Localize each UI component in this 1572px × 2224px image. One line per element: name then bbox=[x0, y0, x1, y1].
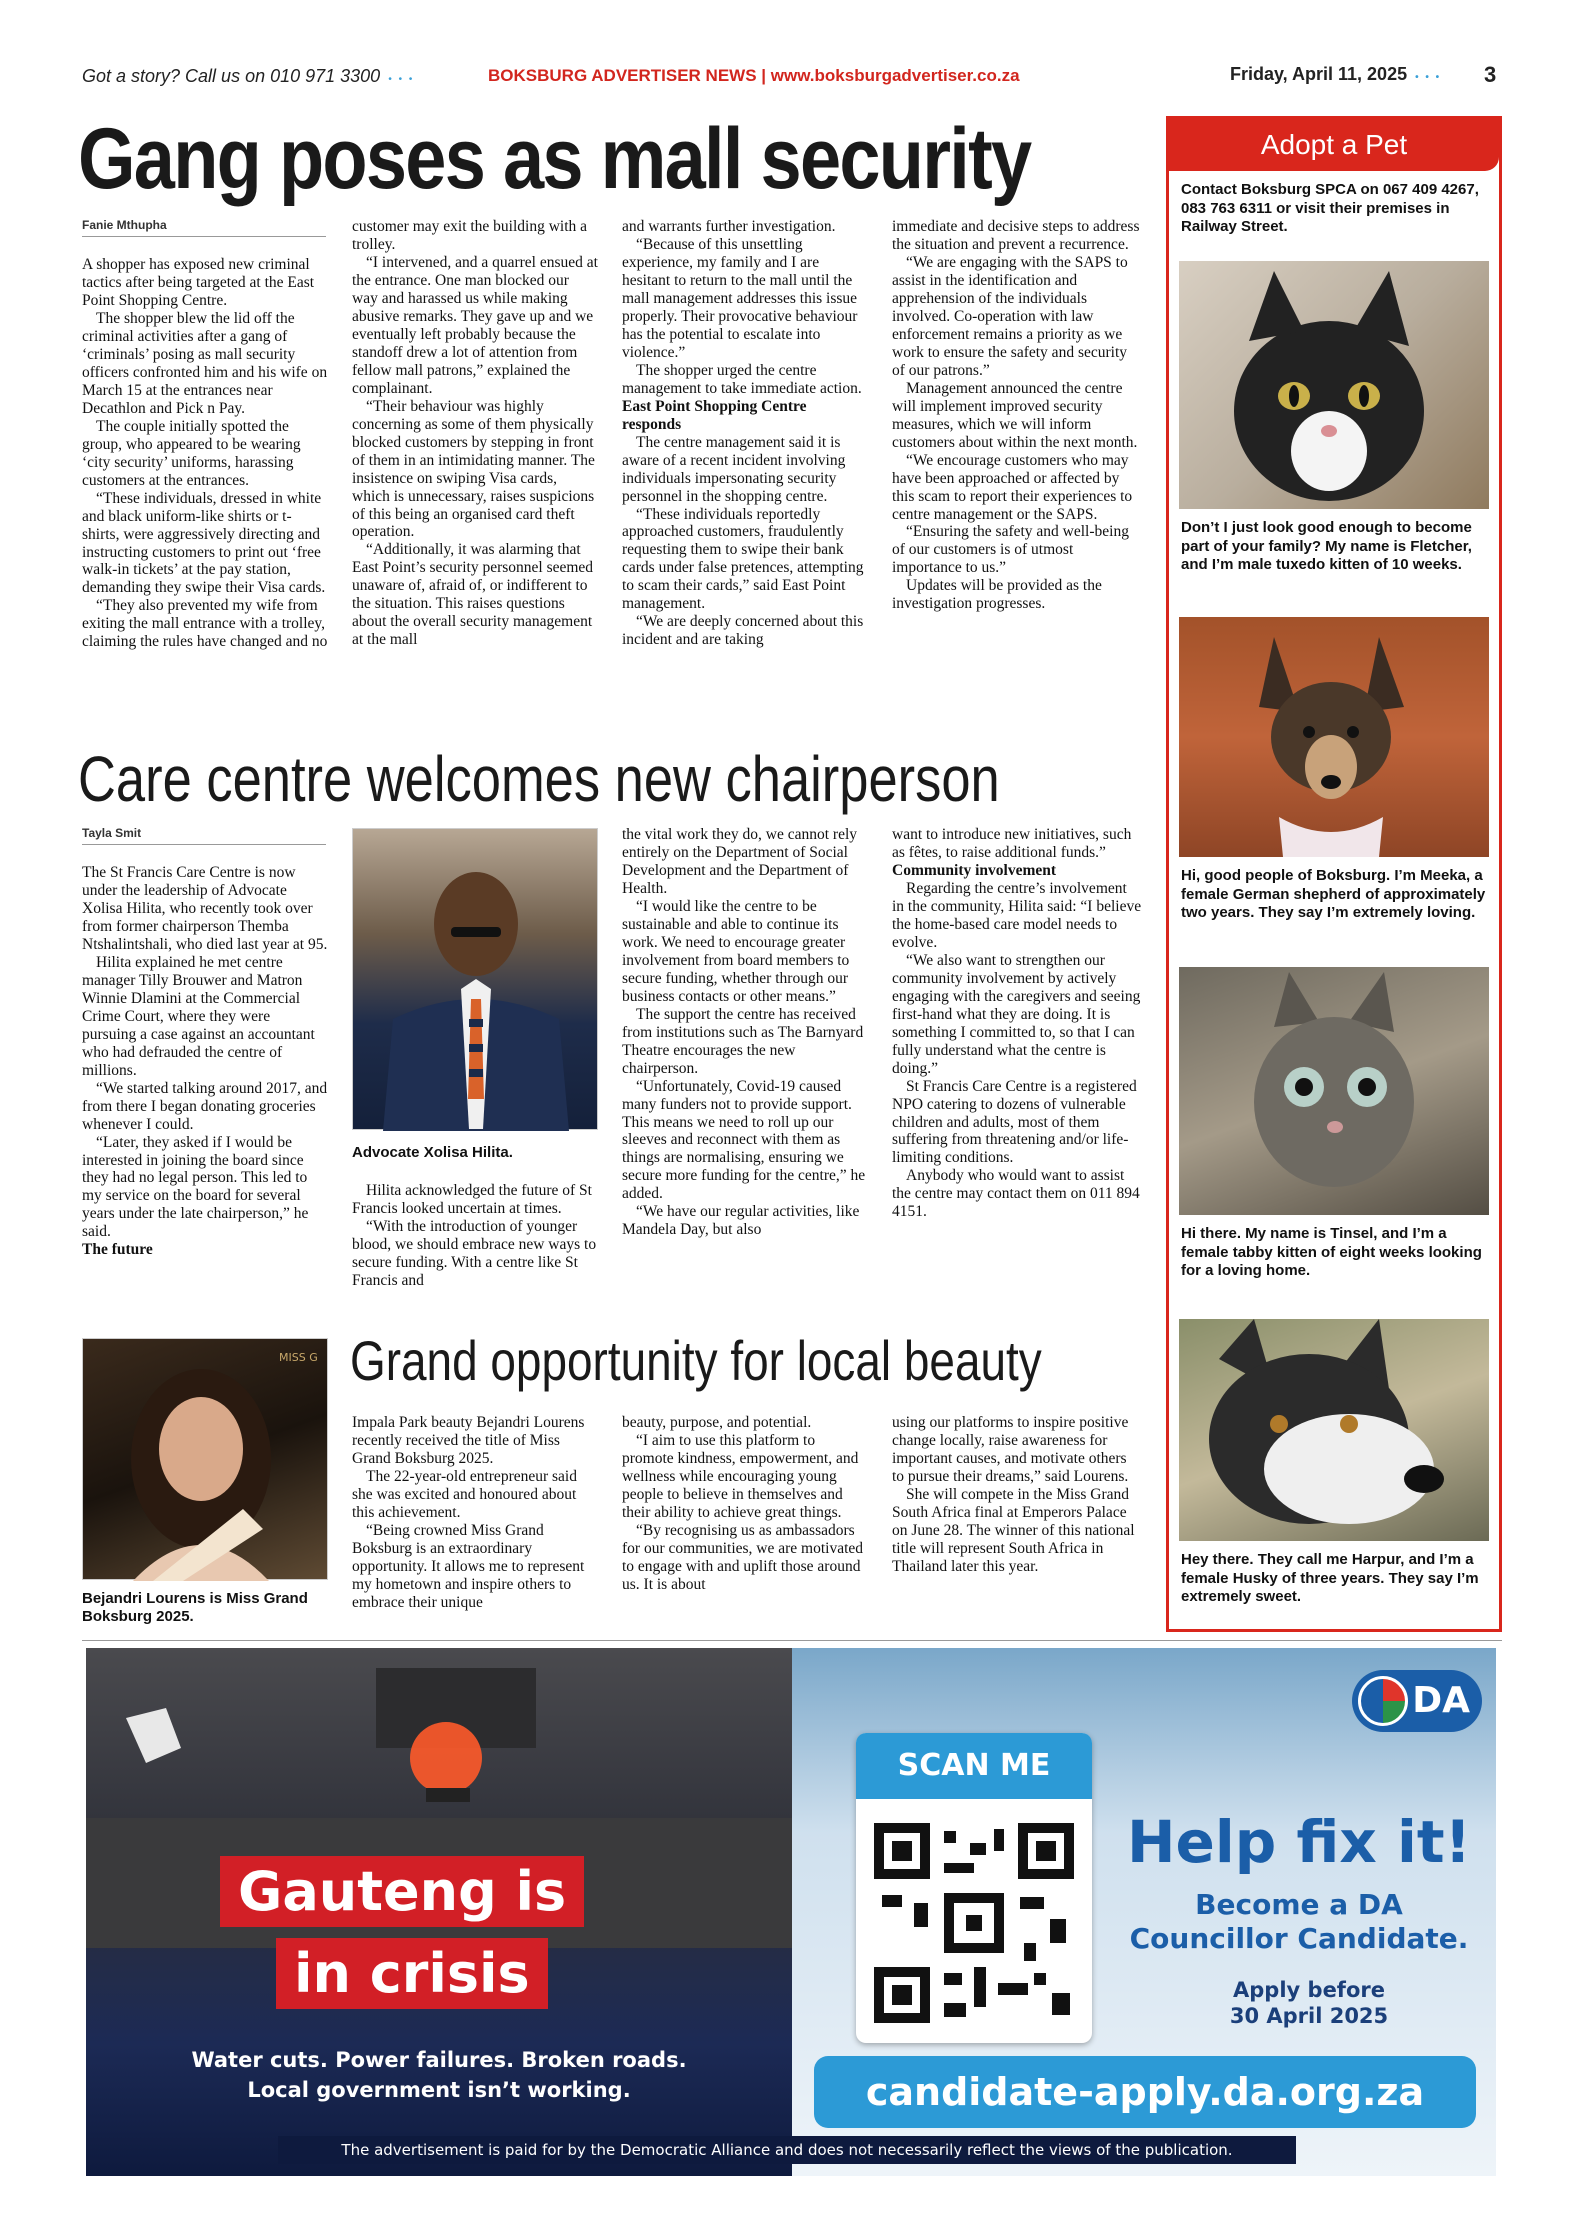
paragraph: “Unfortunately, Covid-19 caused many funders not to provide support. This means we need to roll up our sleeves and reconnect with them as things are normalising, ensuring we secure more funding for the centre,” he added. bbox=[622, 1077, 866, 1203]
article2-col2 bbox=[352, 1182, 598, 1290]
paragraph: “By recognising us as ambassadors for our communities, we are motivated to engage with and uplift those around us. It is about bbox=[622, 1521, 864, 1593]
ad-right-panel bbox=[792, 1648, 1496, 2176]
paragraph: immediate and decisive steps to address the situation and prevent a recurrence. bbox=[892, 218, 1140, 253]
fletcher-photo bbox=[1179, 261, 1489, 509]
harpur-caption: Hey there. They call me Harpur, and I’m a female Husky of three years. They say I’m extremely sweet. bbox=[1181, 1551, 1479, 1606]
paragraph: The shopper blew the lid off the criminal activities after a gang of ‘criminals’ posing as mall security officers confronted him and his wife on March 15 at the entrances near Decathlon and Pick n Pay. bbox=[82, 309, 328, 417]
paragraph: the vital work they do, we cannot rely entirely on the Department of Social Development and the Department of Health. bbox=[622, 826, 858, 897]
article1-col3 bbox=[622, 218, 868, 649]
paragraph: “They also prevented my wife from exiting the mall entrance with a trolley, claiming the rules have changed and no bbox=[82, 597, 328, 651]
ad-disclaimer: The advertisement is paid for by the Democratic Alliance and does not necessarily reflect the views of the publication. bbox=[278, 2136, 1296, 2164]
story-tipline: Got a story? Call us on 010 971 3300 • • • bbox=[82, 66, 415, 86]
crisis-line1: Gauteng is bbox=[220, 1856, 584, 1927]
paragraph: The couple initially spotted the group, who appeared to be wearing ‘city security’ uniforms, harassing customers at the entrances. bbox=[82, 417, 301, 489]
paragraph: “I would like the centre to be sustainable and able to continue its work. We need to encourage greater involvement from board members to secure funding, whether through our business contacts or other means.” bbox=[622, 897, 850, 1005]
article3-col3 bbox=[892, 1414, 1142, 1576]
apply-line2: 30 April 2025 bbox=[1229, 2004, 1389, 2028]
paragraph: “I aim to use this platform to promote kindness, empowerment, and wellness while encouraging young people to believe in themselves and their ability to achieve great things. bbox=[622, 1431, 859, 1521]
become-line2: Councillor Candidate. bbox=[1129, 1922, 1469, 1955]
paragraph: St Francis Care Centre is a registered NPO catering to dozens of vulnerable children and adults, most of them suffering from threatening and/or life-limiting conditions. bbox=[892, 1077, 1137, 1167]
paragraph: Hilita acknowledged the future of St Francis looked uncertain at times. bbox=[352, 1182, 592, 1217]
article1-col2 bbox=[352, 218, 598, 649]
paragraph: and warrants further investigation. bbox=[622, 218, 836, 235]
paragraph: Hilita explained he met centre manager Tilly Brouwer and Matron Winnie Dlamini at the Commercial Crime Court, where they were pursuing a case against an accountant who had defrauded the centre of millions. bbox=[82, 953, 315, 1079]
page-number: 3 bbox=[1484, 62, 1497, 87]
husky-illustration bbox=[1179, 1319, 1489, 1541]
lourens-photo bbox=[82, 1338, 328, 1580]
paragraph: Management announced the centre will implement improved security measures, which we will inform customers about within the next month. bbox=[892, 379, 1138, 451]
apply-line1: Apply before bbox=[1233, 1978, 1385, 2002]
article1-col4 bbox=[892, 218, 1142, 613]
paragraph: The support the centre has received from institutions such as The Barnyard Theatre encourages the new chairperson. bbox=[622, 1005, 864, 1077]
paragraph: “We encourage customers who may have been approached or affected by this scam to report their experiences to centre management or the SAPS. bbox=[892, 451, 1133, 523]
paragraph: “We are engaging with the SAPS to assist in the identification and apprehension of the individuals involved. Co-operation with law enforcement remains a priority as we work to ensure the safety and security of our patrons.” bbox=[892, 253, 1128, 379]
portrait-illustration bbox=[353, 829, 599, 1131]
scan-me-label: SCAN ME bbox=[856, 1733, 1092, 1799]
paragraph: “Ensuring the safety and well-being of our customers is of utmost importance to us.” bbox=[892, 523, 1129, 577]
article2-col3 bbox=[622, 826, 868, 1239]
paragraph: Updates will be provided as the investigation progresses. bbox=[892, 577, 1102, 613]
photo-backdrop-text: MISS G bbox=[279, 1351, 318, 1364]
subhead: East Point Shopping Centre responds bbox=[622, 397, 807, 433]
adopt-a-pet-title: Adopt a Pet bbox=[1169, 119, 1499, 171]
paragraph: “These individuals, dressed in white and black uniform-like shirts or t-shirts, were aggressively directing and instructing customers to print out ‘free walk-in tickets’ at the pay station, demanding they swipe their Visa cards. bbox=[82, 489, 326, 597]
portrait-illustration bbox=[83, 1339, 329, 1581]
paragraph: A shopper has exposed new criminal tactics after being targeted at the East Point Shopping Centre. bbox=[82, 256, 315, 309]
masthead: BOKSBURG ADVERTISER NEWS | www.boksburgadvertiser.co.za bbox=[488, 66, 1020, 85]
article2-col4 bbox=[892, 826, 1142, 1221]
paragraph: “Because of this unsettling experience, my family and I are hesitant to return to the mall until the mall management addresses this issue properly. Their provocative behaviour has the potential to escalate into violence.” bbox=[622, 235, 858, 361]
dog-illustration bbox=[1179, 617, 1489, 857]
paragraph: She will compete in the Miss Grand South Africa final at Emperors Palace on June 28. The winner of this national title will represent South Africa in Thailand later this year. bbox=[892, 1485, 1135, 1575]
paragraph: The St Francis Care Centre is now under the leadership of Advocate Xolisa Hilita, who recently took over from former chairperson Themba Ntshalintshali, who died last year at 95. bbox=[82, 864, 328, 953]
da-logo bbox=[1352, 1670, 1482, 1732]
paragraph: “These individuals reportedly approached customers, fraudulently requesting them to swipe their bank cards under false pretences, attempting to scam their cards,” said East Point management. bbox=[622, 505, 864, 613]
logo-text: DA bbox=[1412, 1680, 1470, 1721]
paragraph: “We have our regular activities, like Mandela Day, but also bbox=[622, 1203, 860, 1239]
paragraph: “We started talking around 2017, and from there I began donating groceries whenever I could. bbox=[82, 1079, 328, 1133]
ad-left-panel bbox=[86, 1648, 792, 2176]
tinsel-caption: Hi there. My name is Tinsel, and I’m a female tabby kitten of eight weeks looking for a loving home. bbox=[1181, 1225, 1482, 1280]
paragraph: Regarding the centre’s involvement in the community, Hilita said: “I believe the home-based care model needs to evolve. bbox=[892, 879, 1142, 951]
paragraph: “Being crowned Miss Grand Boksburg is an extraordinary opportunity. It allows me to represent my hometown and inspire others to embrace their unique bbox=[352, 1521, 585, 1611]
meeka-photo bbox=[1179, 617, 1489, 857]
subhead: The future bbox=[82, 1241, 153, 1259]
paragraph: “We are deeply concerned about this incident and are taking bbox=[622, 613, 864, 649]
paragraph: want to introduce new initiatives, such as fêtes, to raise additional funds.” bbox=[892, 826, 1132, 861]
paragraph: “With the introduction of younger blood, we should embrace new ways to secure funding. With a centre like St Francis and bbox=[352, 1217, 597, 1289]
harpur-photo bbox=[1179, 1319, 1489, 1541]
adopt-a-pet-panel bbox=[1166, 116, 1502, 1632]
article2-col1 bbox=[82, 864, 328, 1259]
paragraph: “Their behaviour was highly concerning as some of them physically blocked customers by stepping in front of them in an intimidating manner. The insistence on swiping Visa cards, which is unnecessary, raises suspicions of this being an organised card theft operation. bbox=[352, 397, 595, 541]
help-fix-headline: Help fix it! bbox=[1126, 1808, 1472, 1876]
article2-byline: Tayla Smit bbox=[82, 826, 326, 845]
da-sun-icon bbox=[1358, 1676, 1408, 1726]
paragraph: The centre management said it is aware of a recent incident involving individuals impersonating security personnel in the shopping centre. bbox=[622, 433, 846, 505]
paragraph: The shopper urged the centre management to take immediate action. bbox=[622, 361, 862, 397]
paragraph: “I intervened, and a quarrel ensued at the entrance. One man blocked our way and harassed us while making abusive remarks. They gave up and we eventually left probably because the standoff drew a lot of attention from fellow mall patrons,” explained the complainant. bbox=[352, 253, 598, 397]
become-line1: Become a DA bbox=[1195, 1888, 1403, 1921]
lourens-caption: Bejandri Lourens is Miss Grand Boksburg 2025. bbox=[82, 1590, 308, 1626]
meeka-caption: Hi, good people of Boksburg. I’m Meeka, a female German shepherd of approximately two years. They say I’m extremely loving. bbox=[1181, 867, 1486, 922]
hilita-caption: Advocate Xolisa Hilita. bbox=[352, 1144, 513, 1161]
paragraph: customer may exit the building with a trolley. bbox=[352, 218, 588, 253]
da-advertisement[interactable] bbox=[86, 1648, 1496, 2176]
kitten-illustration bbox=[1179, 967, 1489, 1215]
ad-subline2: Local government isn’t working. bbox=[247, 2078, 631, 2102]
article1-col1 bbox=[82, 256, 328, 651]
paragraph: using our platforms to inspire positive change locally, raise awareness for important causes, and motivate others to pursue their dreams,” said Lourens. bbox=[892, 1414, 1129, 1485]
crisis-line2: in crisis bbox=[276, 1938, 548, 2009]
qr-code-icon[interactable] bbox=[874, 1823, 1074, 2023]
ad-subline1: Water cuts. Power failures. Broken roads. bbox=[191, 2048, 687, 2072]
cat-illustration bbox=[1179, 261, 1489, 509]
article3-col2 bbox=[622, 1414, 868, 1594]
subhead: Community involvement bbox=[892, 861, 1057, 879]
paragraph: “Later, they asked if I would be interested in joining the board since they had no legal person. This led to my service on the board for several years under the late chairperson,” he said. bbox=[82, 1133, 309, 1241]
article1-headline: Gang poses as mall security bbox=[78, 111, 1031, 207]
paragraph: “We also want to strengthen our community involvement by actively engaging with the caregivers and seeing first-hand what they are doing. It is something I committed to, so that I can fully understand what the centre is doing.” bbox=[892, 951, 1141, 1077]
spca-contact: Contact Boksburg SPCA on 067 409 4267, 083 763 6311 or visit their premises in Railway Street. bbox=[1181, 181, 1479, 236]
article3-headline: Grand opportunity for local beauty bbox=[350, 1329, 1042, 1392]
paragraph: beauty, purpose, and potential. bbox=[622, 1414, 812, 1431]
fletcher-caption: Don’t I just look good enough to become part of your family? My name is Fletcher, and I’m male tuxedo kitten of 10 weeks. bbox=[1181, 519, 1472, 574]
candidate-url-link[interactable]: candidate-apply.da.org.za bbox=[814, 2056, 1476, 2128]
hilita-photo bbox=[352, 828, 598, 1130]
paragraph: The 22-year-old entrepreneur said she was excited and honoured about this achievement. bbox=[352, 1467, 577, 1521]
paragraph: “Additionally, it was alarming that East Point’s security personnel seemed unaware of, afraid of, or indifferent to the situation. This raises questions about the overall security management at the mall bbox=[352, 541, 594, 649]
article1-byline: Fanie Mthupha bbox=[82, 218, 326, 237]
section-divider bbox=[82, 1640, 1502, 1641]
article3-col1 bbox=[352, 1414, 598, 1612]
paragraph: Anybody who would want to assist the centre may contact them on 011 894 4151. bbox=[892, 1167, 1140, 1221]
tinsel-photo bbox=[1179, 967, 1489, 1215]
issue-date: Friday, April 11, 2025 • • • bbox=[1230, 64, 1442, 84]
article2-headline: Care centre welcomes new chairperson bbox=[78, 743, 1000, 815]
paragraph: Impala Park beauty Bejandri Lourens recently received the title of Miss Grand Boksburg 2025. bbox=[352, 1414, 585, 1467]
qr-code-card[interactable] bbox=[856, 1733, 1092, 2043]
